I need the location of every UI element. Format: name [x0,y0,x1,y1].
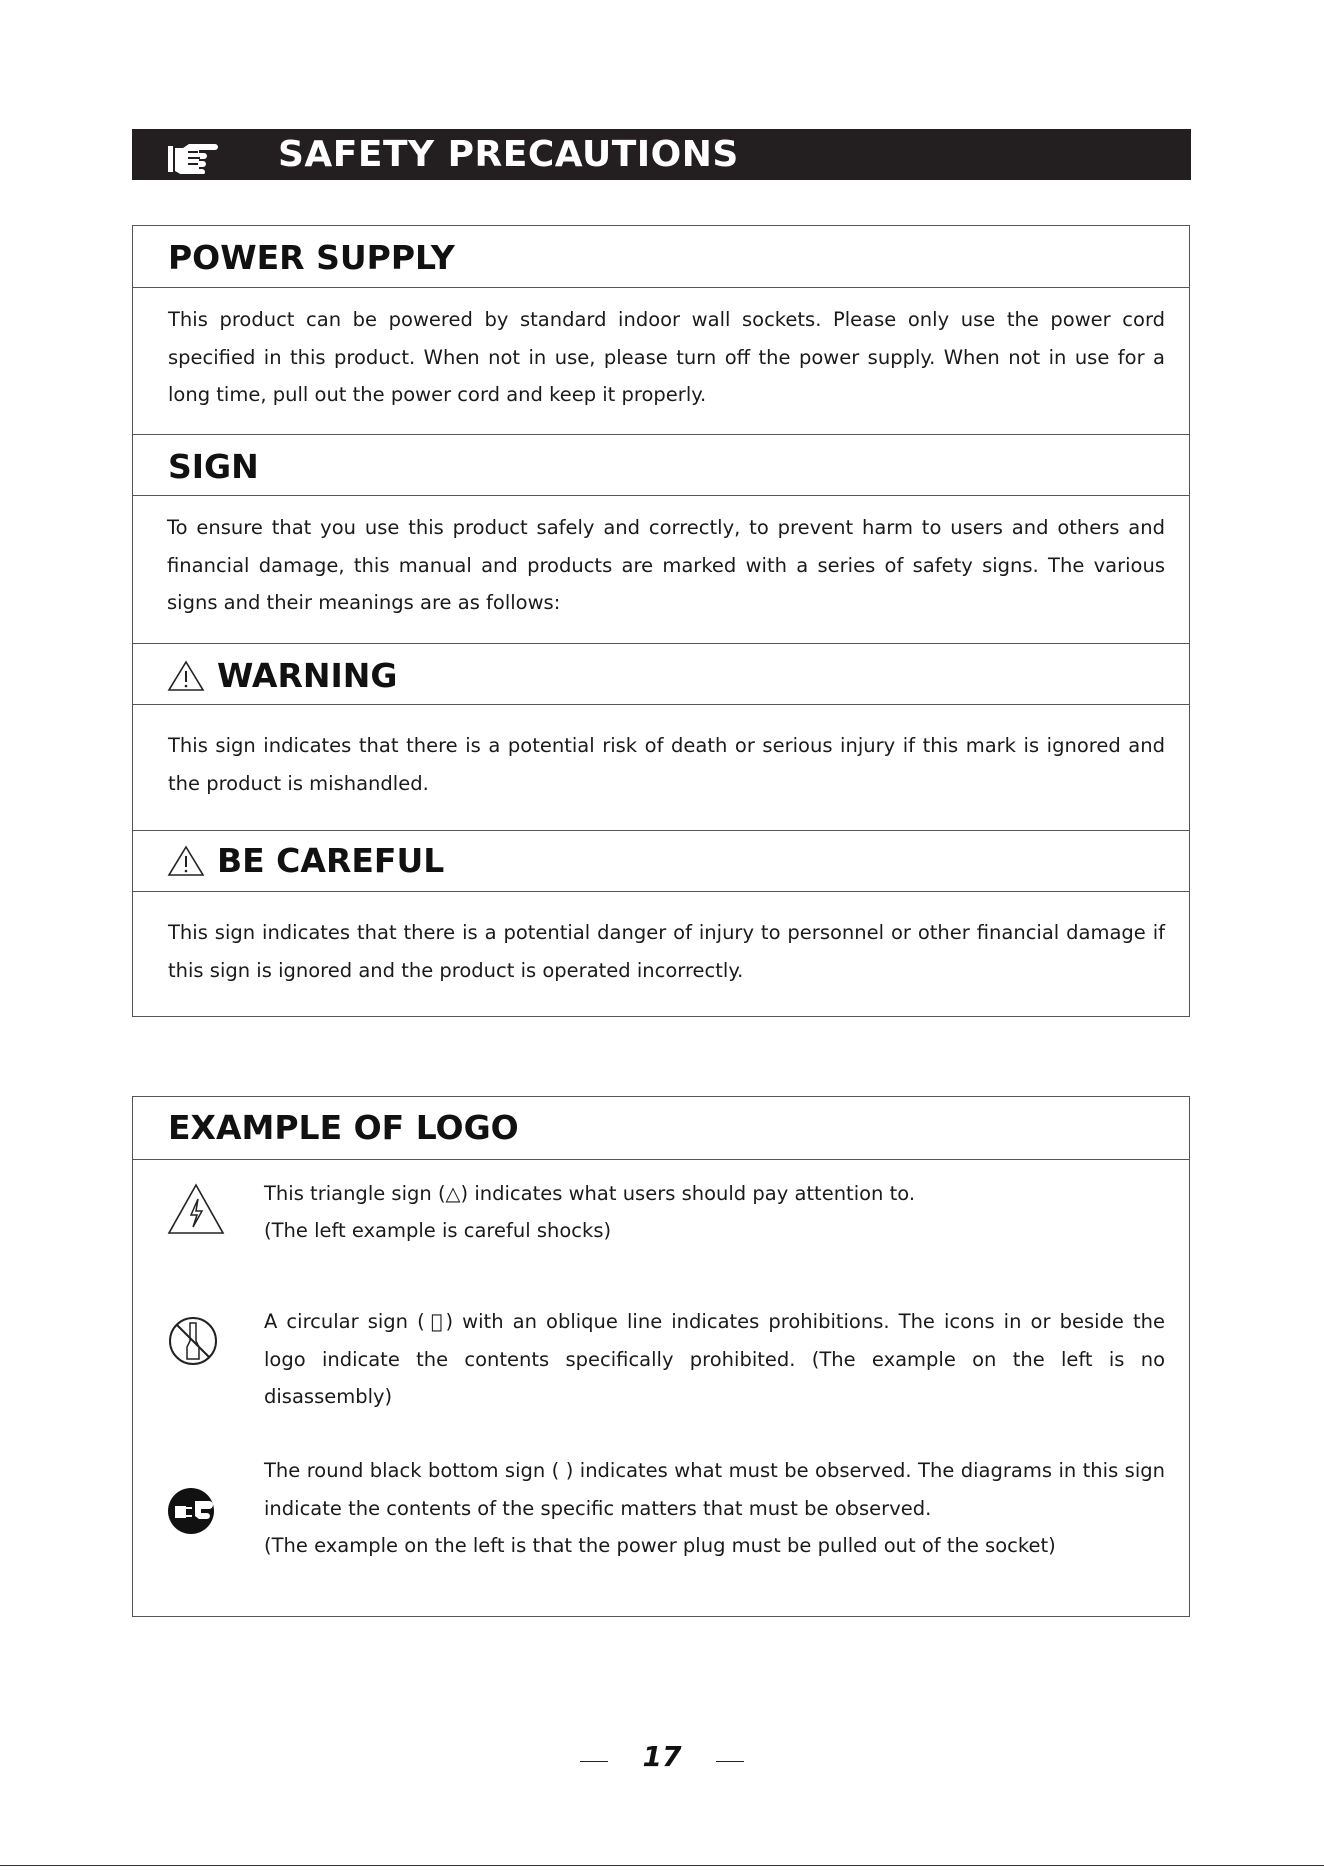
page-number-dash-right [716,1761,744,1762]
logo-example-item [133,1452,1189,1572]
logo-item-1-line-2: (The left example is careful shocks) [264,1219,612,1242]
pointing-hand-icon [166,136,218,174]
unplug-power-icon [167,1487,215,1535]
logo-item-3-line-3: (The example on the left is that the power plug must be pulled out of the socket) [264,1534,1056,1557]
safety-info-box [132,225,1190,1017]
logo-item-1-line-1: This triangle sign (△) indicates what users should pay attention to. [264,1182,916,1205]
be-careful-body [133,892,1189,1012]
sign-body [133,496,1189,644]
sign-heading: SIGN [168,447,259,486]
warning-body [133,705,1189,831]
warning-triangle-icon [167,845,205,877]
electric-shock-triangle-icon [167,1183,225,1235]
page-number: 17 [642,1740,682,1773]
be-careful-heading: BE CAREFUL [217,841,445,880]
page-bottom-border [0,1865,1324,1866]
be-careful-header [133,831,1189,892]
logo-item-2-text: A circular sign ( ⃠) with an oblique line indicates prohibitions. The icons in or beside the logo indicate the contents specifically prohibited. (The example on the left is no disassembly) [264,1310,1165,1408]
logo-example-header [133,1097,1189,1160]
power-supply-body [133,288,1189,435]
power-supply-text: This product can be powered by standard indoor wall sockets. Please only use the power cord specified in this product. When not in use, please turn off the power supply. When not in use for a long time, pull out the power cord and keep it properly. [168,308,1165,406]
warning-header [133,644,1189,705]
warning-triangle-icon [167,660,205,692]
warning-text: This sign indicates that there is a potential risk of death or serious injury if this mark is ignored and the product is mishandled. [168,734,1165,795]
page-title: SAFETY PRECAUTIONS [278,134,739,175]
logo-example-item [133,1303,1189,1408]
power-supply-heading: POWER SUPPLY [168,238,455,277]
warning-heading: WARNING [217,656,398,695]
no-disassembly-icon [167,1315,219,1367]
be-careful-text: This sign indicates that there is a potential danger of injury to personnel or other financial damage if this sign is ignored and the product is operated incorrectly. [168,921,1165,982]
power-supply-header [133,226,1189,288]
section-banner [132,129,1191,180]
sign-header [133,435,1189,496]
logo-example-item [133,1175,1189,1265]
sign-text: To ensure that you use this product safely and correctly, to prevent harm to users and others and financial damage, this manual and products are marked with a series of safety signs. The various signs and their meanings are as follows: [167,516,1165,614]
logo-example-heading: EXAMPLE OF LOGO [168,1108,519,1147]
logo-item-3-text: The round black bottom sign ( ) indicates what must be observed. The diagrams in this sign indicate the contents of the specific matters that must be observed. [264,1459,1165,1520]
logo-example-box [132,1096,1190,1617]
